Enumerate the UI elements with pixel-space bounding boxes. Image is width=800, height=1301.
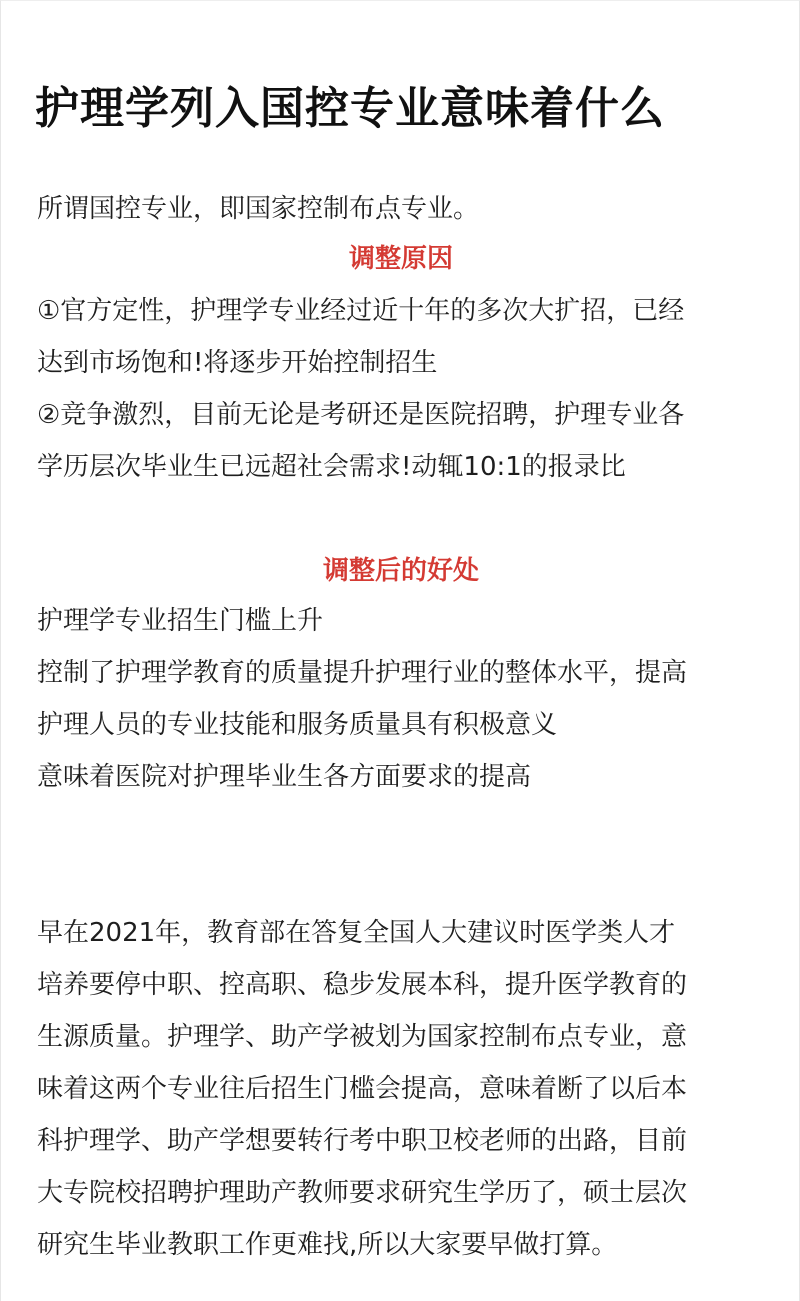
background-line: 培养要停中职、控高职、稳步发展本科，提升医学教育的 bbox=[37, 970, 688, 1000]
background-line: 研究生毕业教职工作更难找,所以大家要早做打算。 bbox=[37, 1230, 618, 1260]
section-heading-benefits: 调整后的好处 bbox=[322, 556, 479, 586]
section-heading-reasons: 调整原因 bbox=[348, 244, 453, 274]
reasons-line: 学历层次毕业生已远超社会需求!动辄10:1的报录比 bbox=[37, 452, 626, 482]
benefits-line: 意味着医院对护理毕业生各方面要求的提高 bbox=[37, 762, 532, 792]
benefits-line: 护理人员的专业技能和服务质量具有积极意义 bbox=[37, 710, 558, 740]
background-line: 早在2021年，教育部在答复全国人大建议时医学类人才 bbox=[37, 918, 676, 948]
reasons-line: ①官方定性，护理学专业经过近十年的多次大扩招，已经 bbox=[37, 296, 685, 326]
benefits-line: 控制了护理学教育的质量提升护理行业的整体水平，提高 bbox=[37, 658, 688, 688]
article-title: 护理学列入国控专业意味着什么 bbox=[35, 83, 665, 134]
reasons-line: 达到市场饱和!将逐步开始控制招生 bbox=[37, 348, 438, 378]
background-line: 生源质量。护理学、助产学被划为国家控制布点专业，意 bbox=[37, 1022, 688, 1052]
background-line: 味着这两个专业往后招生门槛会提高，意味着断了以后本 bbox=[37, 1074, 688, 1104]
reasons-line: ②竞争激烈，目前无论是考研还是医院招聘，护理专业各 bbox=[37, 400, 685, 430]
benefits-line: 护理学专业招生门槛上升 bbox=[37, 606, 324, 636]
intro-paragraph: 所谓国控专业，即国家控制布点专业。 bbox=[37, 194, 480, 224]
background-line: 大专院校招聘护理助产教师要求研究生学历了，硕士层次 bbox=[37, 1178, 688, 1208]
background-line: 科护理学、助产学想要转行考中职卫校老师的出路，目前 bbox=[37, 1126, 688, 1156]
